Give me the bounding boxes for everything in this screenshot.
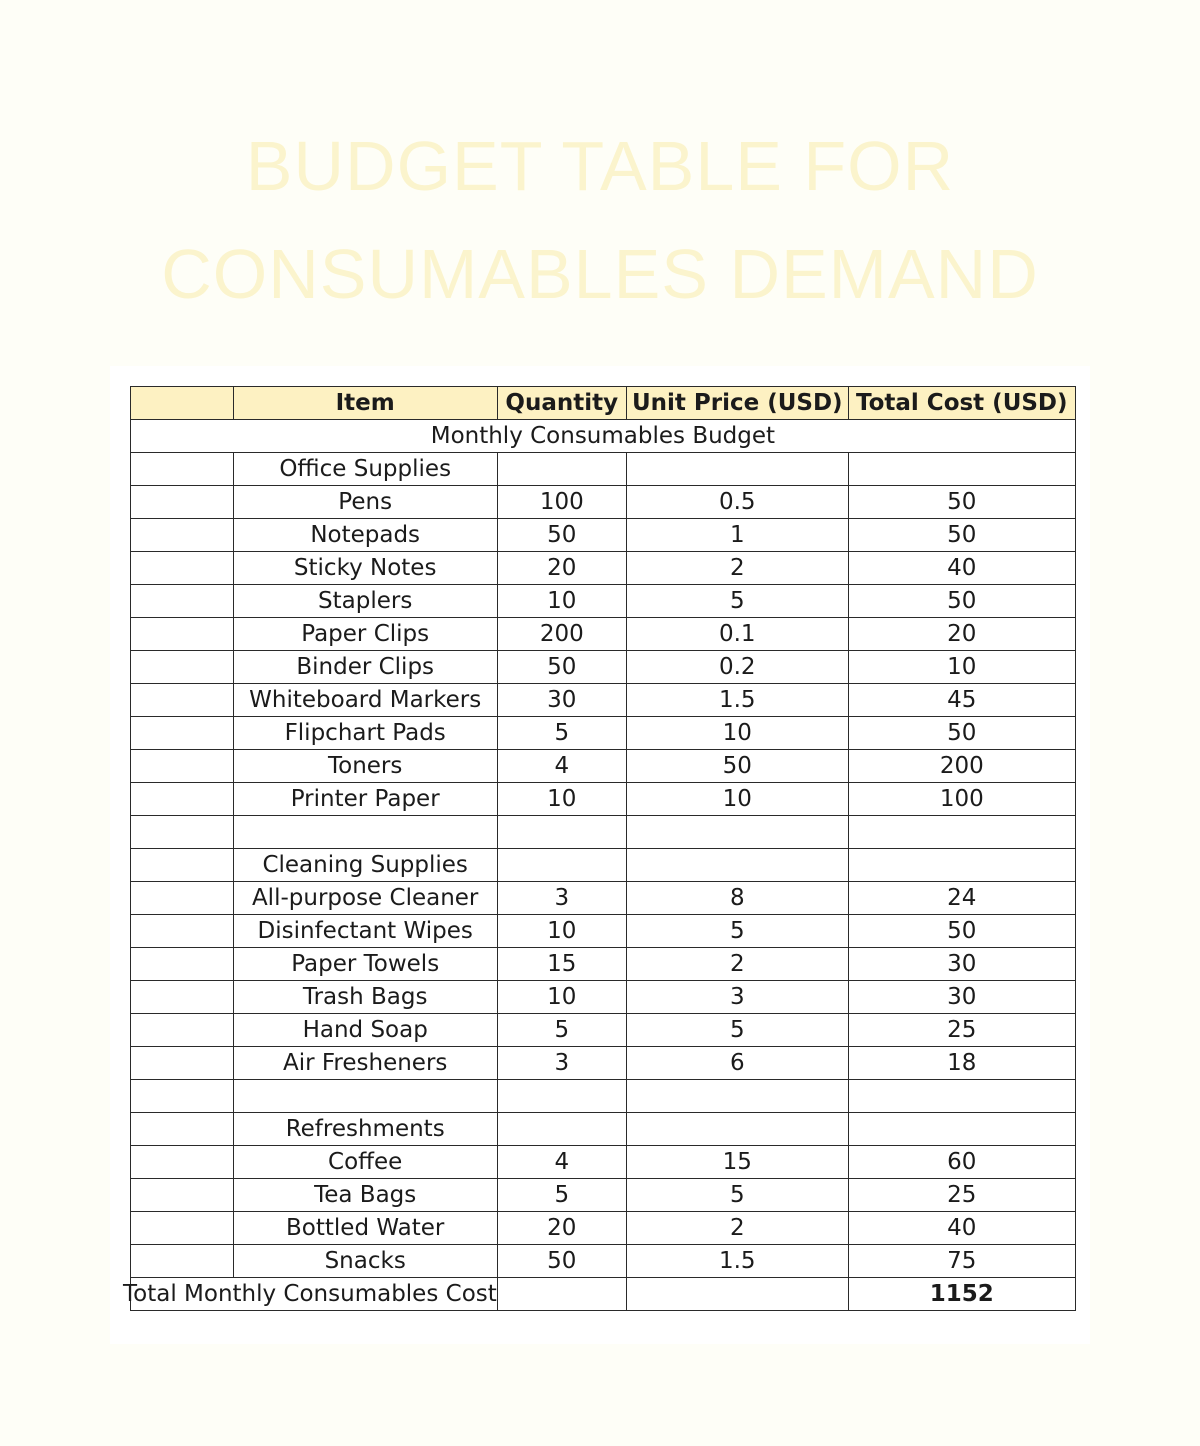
total-cost-cell: 25	[848, 1014, 1075, 1047]
total-empty-cell	[626, 1278, 848, 1311]
total-cost-cell: 18	[848, 1047, 1075, 1080]
total-value: 1152	[848, 1278, 1075, 1311]
table-row	[131, 1047, 1076, 1080]
item-cell: Cleaning Supplies	[233, 849, 497, 882]
row-blank-cell	[131, 1212, 234, 1245]
item-cell: Binder Clips	[233, 651, 497, 684]
table-row	[131, 585, 1076, 618]
item-cell: Snacks	[233, 1245, 497, 1278]
total-cost-cell: 25	[848, 1179, 1075, 1212]
item-cell: Pens	[233, 486, 497, 519]
row-blank-cell	[131, 750, 234, 783]
table-row	[131, 717, 1076, 750]
table-row	[131, 519, 1076, 552]
row-blank-cell	[131, 519, 234, 552]
title-line-1: BUDGET TABLE FOR	[245, 127, 955, 205]
page-title	[0, 112, 1200, 328]
table-row	[131, 948, 1076, 981]
quantity-cell: 4	[497, 1146, 626, 1179]
table-row	[131, 849, 1076, 882]
quantity-cell: 30	[497, 684, 626, 717]
total-cost-cell: 50	[848, 717, 1075, 750]
total-cost-cell: 20	[848, 618, 1075, 651]
item-cell: Refreshments	[233, 1113, 497, 1146]
table-row	[131, 453, 1076, 486]
row-blank-cell	[131, 453, 234, 486]
unit-price-cell: 50	[626, 750, 848, 783]
quantity-cell: 100	[497, 486, 626, 519]
quantity-cell: 50	[497, 651, 626, 684]
unit-price-cell: 2	[626, 552, 848, 585]
table-row	[131, 1212, 1076, 1245]
item-cell: Air Fresheners	[233, 1047, 497, 1080]
table-row	[131, 1080, 1076, 1113]
table-subtitle: Monthly Consumables Budget	[131, 420, 1076, 453]
unit-price-cell: 8	[626, 882, 848, 915]
total-cost-cell: 50	[848, 585, 1075, 618]
quantity-cell: 3	[497, 882, 626, 915]
quantity-cell: 5	[497, 1179, 626, 1212]
total-cost-cell: 30	[848, 981, 1075, 1014]
item-cell: Paper Clips	[233, 618, 497, 651]
table-row	[131, 1245, 1076, 1278]
quantity-cell	[497, 849, 626, 882]
unit-price-cell: 15	[626, 1146, 848, 1179]
item-cell: All-purpose Cleaner	[233, 882, 497, 915]
row-blank-cell	[131, 1113, 234, 1146]
total-cost-cell: 10	[848, 651, 1075, 684]
unit-price-cell: 1.5	[626, 684, 848, 717]
quantity-cell: 4	[497, 750, 626, 783]
item-cell	[233, 1080, 497, 1113]
row-blank-cell	[131, 552, 234, 585]
item-cell	[233, 816, 497, 849]
unit-price-cell	[626, 453, 848, 486]
item-cell: Flipchart Pads	[233, 717, 497, 750]
quantity-cell: 20	[497, 552, 626, 585]
quantity-cell	[497, 816, 626, 849]
header-cell-total-cost: Total Cost (USD)	[848, 387, 1075, 420]
total-cost-cell: 100	[848, 783, 1075, 816]
row-blank-cell	[131, 882, 234, 915]
table-row	[131, 882, 1076, 915]
quantity-cell: 10	[497, 783, 626, 816]
quantity-cell	[497, 1113, 626, 1146]
quantity-cell: 5	[497, 717, 626, 750]
subtitle-row	[131, 420, 1076, 453]
table-row	[131, 618, 1076, 651]
unit-price-cell: 1	[626, 519, 848, 552]
total-cost-cell: 45	[848, 684, 1075, 717]
unit-price-cell	[626, 816, 848, 849]
total-label-cell	[123, 1278, 498, 1311]
item-cell: Office Supplies	[233, 453, 497, 486]
row-blank-cell	[131, 816, 234, 849]
total-cost-cell: 50	[848, 486, 1075, 519]
item-cell: Sticky Notes	[233, 552, 497, 585]
header-cell-item: Item	[233, 387, 497, 420]
unit-price-cell: 5	[626, 1179, 848, 1212]
row-blank-cell	[131, 948, 234, 981]
row-blank-cell	[131, 1014, 234, 1047]
unit-price-cell	[626, 1080, 848, 1113]
total-cost-cell: 24	[848, 882, 1075, 915]
table-row	[131, 1113, 1076, 1146]
row-blank-cell	[131, 1047, 234, 1080]
item-cell: Notepads	[233, 519, 497, 552]
unit-price-cell	[626, 849, 848, 882]
total-row	[131, 1278, 1076, 1311]
unit-price-cell: 5	[626, 915, 848, 948]
table-row	[131, 684, 1076, 717]
budget-table	[123, 386, 1076, 1311]
unit-price-cell: 10	[626, 783, 848, 816]
total-cost-cell: 40	[848, 552, 1075, 585]
quantity-cell: 50	[497, 1245, 626, 1278]
row-blank-cell	[131, 783, 234, 816]
table-row	[131, 1179, 1076, 1212]
item-cell: Coffee	[233, 1146, 497, 1179]
unit-price-cell: 3	[626, 981, 848, 1014]
quantity-cell: 15	[497, 948, 626, 981]
row-blank-cell	[131, 1245, 234, 1278]
unit-price-cell: 10	[626, 717, 848, 750]
title-line-2: CONSUMABLES DEMAND	[161, 235, 1039, 313]
row-blank-cell	[131, 981, 234, 1014]
header-cell-quantity: Quantity	[497, 387, 626, 420]
row-blank-cell	[131, 1146, 234, 1179]
item-cell: Paper Towels	[233, 948, 497, 981]
total-cost-cell	[848, 1080, 1075, 1113]
quantity-cell: 10	[497, 585, 626, 618]
row-blank-cell	[131, 651, 234, 684]
quantity-cell: 50	[497, 519, 626, 552]
unit-price-cell: 5	[626, 1014, 848, 1047]
total-cost-cell: 50	[848, 519, 1075, 552]
total-cost-cell	[848, 453, 1075, 486]
total-label: Total Monthly Consumables Cost	[123, 1281, 497, 1307]
total-empty-cell	[497, 1278, 626, 1311]
quantity-cell: 10	[497, 915, 626, 948]
table-row	[131, 816, 1076, 849]
table-row	[131, 915, 1076, 948]
item-cell: Hand Soap	[233, 1014, 497, 1047]
item-cell: Staplers	[233, 585, 497, 618]
item-cell: Whiteboard Markers	[233, 684, 497, 717]
total-cost-cell	[848, 816, 1075, 849]
row-blank-cell	[131, 684, 234, 717]
quantity-cell: 5	[497, 1014, 626, 1047]
unit-price-cell	[626, 1113, 848, 1146]
total-cost-cell: 200	[848, 750, 1075, 783]
unit-price-cell: 5	[626, 585, 848, 618]
item-cell: Printer Paper	[233, 783, 497, 816]
header-row	[131, 387, 1076, 420]
quantity-cell: 20	[497, 1212, 626, 1245]
header-cell-unit-price: Unit Price (USD)	[626, 387, 848, 420]
unit-price-cell: 6	[626, 1047, 848, 1080]
total-cost-cell: 40	[848, 1212, 1075, 1245]
row-blank-cell	[131, 1080, 234, 1113]
row-blank-cell	[131, 915, 234, 948]
quantity-cell	[497, 1080, 626, 1113]
table-row	[131, 783, 1076, 816]
row-blank-cell	[131, 486, 234, 519]
unit-price-cell: 1.5	[626, 1245, 848, 1278]
total-cost-cell: 60	[848, 1146, 1075, 1179]
item-cell: Trash Bags	[233, 981, 497, 1014]
quantity-cell: 10	[497, 981, 626, 1014]
table-row	[131, 552, 1076, 585]
item-cell: Bottled Water	[233, 1212, 497, 1245]
row-blank-cell	[131, 585, 234, 618]
table-row	[131, 750, 1076, 783]
table-row	[131, 1146, 1076, 1179]
quantity-cell: 3	[497, 1047, 626, 1080]
row-blank-cell	[131, 717, 234, 750]
total-cost-cell: 30	[848, 948, 1075, 981]
unit-price-cell: 2	[626, 1212, 848, 1245]
total-cost-cell: 50	[848, 915, 1075, 948]
row-blank-cell	[131, 849, 234, 882]
table-row	[131, 651, 1076, 684]
table-row	[131, 981, 1076, 1014]
table-row	[131, 1014, 1076, 1047]
unit-price-cell: 0.1	[626, 618, 848, 651]
item-cell: Toners	[233, 750, 497, 783]
unit-price-cell: 2	[626, 948, 848, 981]
item-cell: Disinfectant Wipes	[233, 915, 497, 948]
total-cost-cell: 75	[848, 1245, 1075, 1278]
total-cost-cell	[848, 849, 1075, 882]
table-row	[131, 486, 1076, 519]
row-blank-cell	[131, 618, 234, 651]
unit-price-cell: 0.5	[626, 486, 848, 519]
header-cell-blank	[131, 387, 234, 420]
quantity-cell: 200	[497, 618, 626, 651]
unit-price-cell: 0.2	[626, 651, 848, 684]
item-cell: Tea Bags	[233, 1179, 497, 1212]
quantity-cell	[497, 453, 626, 486]
row-blank-cell	[131, 1179, 234, 1212]
total-cost-cell	[848, 1113, 1075, 1146]
